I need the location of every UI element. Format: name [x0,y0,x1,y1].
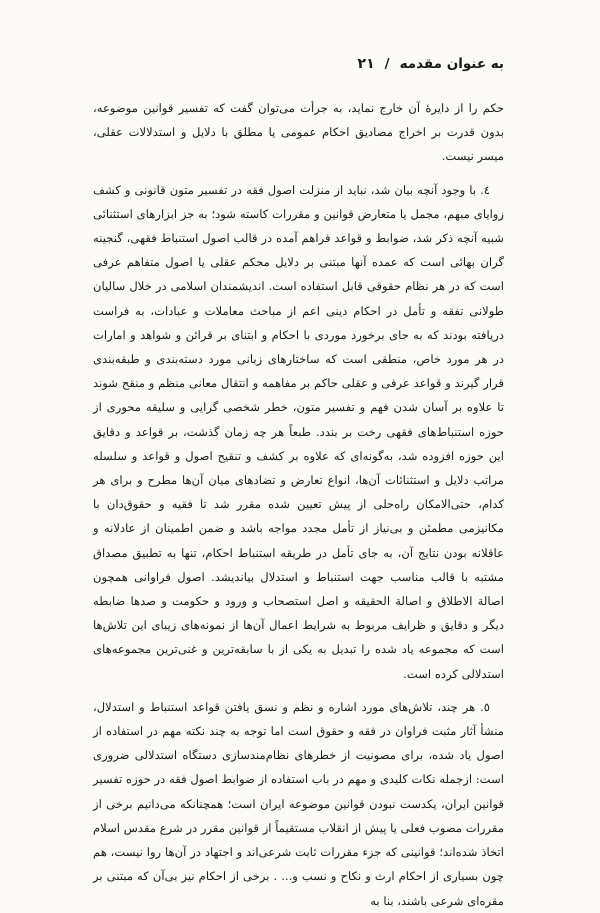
paragraph-item-5: ٥. هر چند، تلاش‌های مورد اشاره و نظم و نسق یافتن قواعد استنباط و استدلال، منشأ آثار مثبت فراوان در فقه و حقوق است اما توجه به چند نکته مهم در استفاده از اصول یاد شده، برای مصونیت از خطرهای نظام‌مندسازی دستگاه استدلالی ضروری است: ازجمله نکات کلیدی و مهم در باب استفاده از ضوابط اصول فقه در حوزه تفسیر قوانین ایران، یکدست نبودن قوانین موضوعه ایران است؛ همچنانکه می‌دانیم برخی از مقررات مصوب فعلی یا پیش از انقلاب مستقیماً از قوانین مقرر در شرع مقدس اسلام اتخاذ شده‌اند؛ قوانینی که جزء مقررات ثابت شرعی‌اند و اجتهاد در آن‌ها روا نیست، هم چون بسیاری از احکام ارث و نکاح و نسب و... . برخی از احکام نیز بی‌آن که مبتنی بر مقره‌ای شرعی باشند، بنا به [93,699,504,908]
running-header [93,56,504,72]
paragraph-item-4: ٤. با وجود آنچه بیان شد، نباید از منزلت اصول فقه در تفسیر متون قانونی و کشف زوایای مبهم، مجمل یا متعارض قوانین و مقررات کاسته شود؛ به جز ابزارهای استثنائی شبیه آنچه ذکر شد، ضوابط و قواعد فراهم آمده در قالب اصول استنباط فقهی، گنجینه گران بهائی است که عمده آنها مبتنی بر دلایل محکم عقلی یا اصول متفاهم عرفی است که در هر نظام حقوقی قابل استفاده است. اندیشمندان اسلامی در خلال سالیان طولانی تفقه و تأمل در احکام دینی اعم از مباحث معاملات و عبادات، به فراست دریافته بودند که به جای برخورد موردی با احکام و ابتنای بر قرائن و شواهد و امارات در هر مورد خاص، منطقی است که ساختارهای زبانی مورد دسته‌بندی و طبقه‌بندی قرار گیرند و قواعد عرفی و عقلی حاکم بر مفاهمه و انتقال معانی منظم و منقح شوند تا علاوه بر آسان شدن فهم و تفسیر متون، خطر شخصی گرایی و سلیقه محوری از حوزه استنباط‌های فقهی رخت بر بندد. طبعاً هر چه زمان گذشت، بر قواعد و دقایق این حوزه افزوده شد، به‌گونه‌ای که علاوه بر کشف و تنقیح اصول و قواعد و سلسله مراتب دلایل و استثنائات آن‌ها، انواع تعارض و تضادهای میان آن‌ها مطرح و برای هر کدام، حتی‌الامکان راه‌حلی از پیش تعیین شده مقرر شد تا فقیه و حقوق‌دان با مکانیزمی مطمئن و بی‌نیاز از تأمل مجدد مواجه باشد و ضمن اطمینان از عادلانه و عاقلانه بودن نتایج آن، به جای تأمل در طریقه استنباط احکام، تنها به تطبیق مصداق مشتبه با قالب مناسب جهت استنباط و استدلال بیاندیشد. اصول فراوانی همچون اصالة الاطلاق و اصالة الحقیقه و اصل استصحاب و ورود و حکومت و صدها ضابطه دیگر و دقایق و ظرایف مربوط به شرایط اعمال آن‌ها از نمونه‌های زیبای این تلاش‌ها است که مجموعه یاد شده را تبدیل به یکی از با سابقه‌ترین و غنی‌ترین مجموعه‌های استدلالی کرده است. [93,182,504,681]
page-number: ۲۱ [357,56,375,72]
paragraph-continuation: حکم را از دایرهٔ آن خارج نماید، به جرأت می‌توان گفت که تفسیر قوانین موضوعه، بدون قدرت بر اخراج مصادیق احکام عمومی یا مطلق با دلایل و استدلالات عقلی، میسر نیست. [93,101,504,164]
body-text [93,96,504,913]
header-separator: / [384,56,390,72]
chapter-title: به عنوان مقدمه [399,56,504,72]
